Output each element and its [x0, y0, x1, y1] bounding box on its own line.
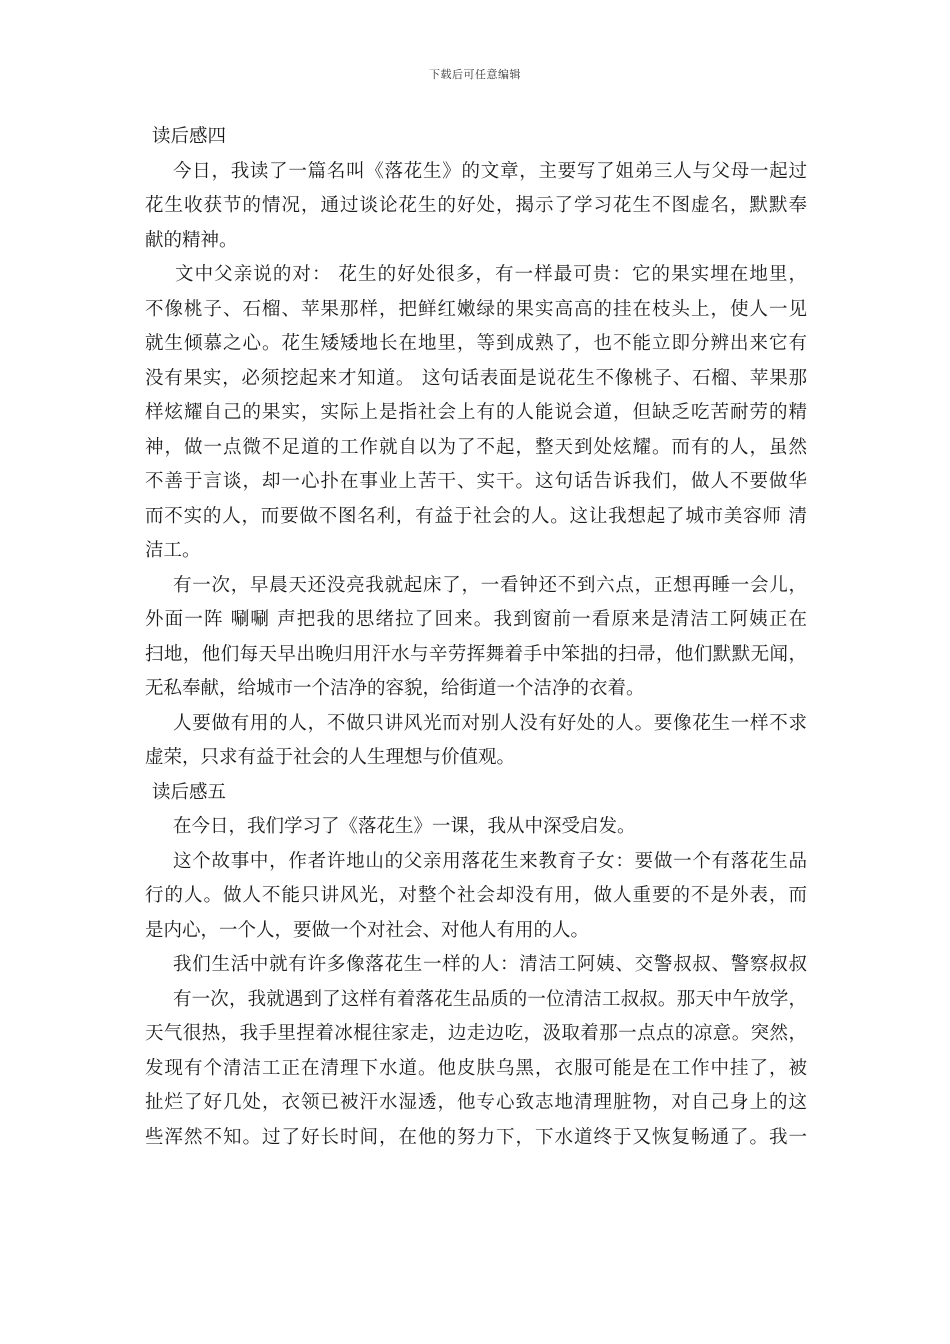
text-line: 无私奉献，给城市一个洁净的容貌，给街道一个洁净的衣着。	[145, 678, 645, 699]
text-line: 这个故事中，作者许地山的父亲用落花生来教育子女：要做一个有落花生品	[173, 850, 807, 872]
text-line: 外面一阵 唰唰 声把我的思绪拉了回来。我到窗前一看原来是清洁工阿姨正在	[145, 609, 807, 630]
text-line: 今日，我读了一篇名叫《落花生》的文章，主要写了姐弟三人与父母一起过	[173, 160, 807, 182]
text-line: 是内心，一个人，要做一个对社会、对他人有用的人。	[145, 919, 590, 941]
text-line: 洁工。	[145, 540, 201, 561]
text-line: 在今日，我们学习了《落花生》一课，我从中深受启发。	[173, 816, 636, 837]
text-line: 扯烂了好几处，衣领已被汗水湿透，他专心致志地清理脏物，对自己身上的这	[145, 1092, 807, 1113]
text-line: 样炫耀自己的果实，实际上是指社会上有的人能说会道，但缺乏吃苦耐劳的精	[145, 402, 807, 423]
text-line: 天气很热，我手里捏着冰棍往家走，边走边吃，汲取着那一点点的凉意。突然，	[145, 1023, 807, 1044]
text-line: 不像桃子、石榴、苹果那样，把鲜红嫩绿的果实高高的挂在枝头上，使人一见	[145, 298, 807, 320]
document-body	[145, 120, 807, 1155]
text-line: 而不实的人，而要做不图名利，有益于社会的人。这让我想起了城市美容师 清	[145, 505, 807, 527]
text-line: 神，做一点微不足道的工作就自以为了不起，整天到处炫耀。而有的人，虽然	[145, 436, 807, 458]
text-line: 虚荣，只求有益于社会的人生理想与价值观。	[145, 747, 516, 768]
text-line: 人要做有用的人，不做只讲风光而对别人没有好处的人。要像花生一样不求	[173, 712, 807, 734]
text-line: 有一次，早晨天还没亮我就起床了，一看钟还不到六点，正想再睡一会儿，	[173, 574, 807, 596]
text-line: 发现有个清洁工正在清理下水道。他皮肤乌黑，衣服可能是在工作中挂了，被	[145, 1057, 807, 1079]
page-header: 下载后可任意编辑	[429, 68, 521, 81]
text-line: 行的人。做人不能只讲风光，对整个社会却没有用，做人重要的不是外表，而	[145, 885, 807, 906]
text-line: 文中父亲说的对： 花生的好处很多，有一样最可贵：它的果实埋在地里，	[175, 264, 807, 285]
text-line: 就生倾慕之心。花生矮矮地长在地里，等到成熟了，也不能立即分辨出来它有	[145, 333, 807, 354]
text-line: 扫地，他们每天早出晚归用汗水与辛劳挥舞着手中笨拙的扫帚，他们默默无闻，	[145, 643, 807, 665]
text-line: 些浑然不知。过了好长时间，在他的努力下，下水道终于又恢复畅通了。我一	[145, 1126, 807, 1148]
section-heading: 读后感四	[152, 126, 227, 147]
text-line: 花生收获节的情况，通过谈论花生的好处，揭示了学习花生不图虚名，默默奉	[145, 195, 807, 216]
text-line: 有一次，我就遇到了这样有着落花生品质的一位清洁工叔叔。那天中午放学，	[173, 988, 807, 1010]
text-line: 献的精神。	[145, 229, 238, 251]
text-line: 不善于言谈，却一心扑在事业上苦干、实干。这句话告诉我们，做人不要做华	[145, 471, 807, 492]
section-heading: 读后感五	[152, 781, 227, 803]
text-line: 我们生活中就有许多像落花生一样的人：清洁工阿姨、交警叔叔、警察叔叔	[173, 954, 807, 975]
text-line: 没有果实，必须挖起来才知道。 这句话表面是说花生不像桃子、石榴、苹果那	[145, 367, 807, 389]
